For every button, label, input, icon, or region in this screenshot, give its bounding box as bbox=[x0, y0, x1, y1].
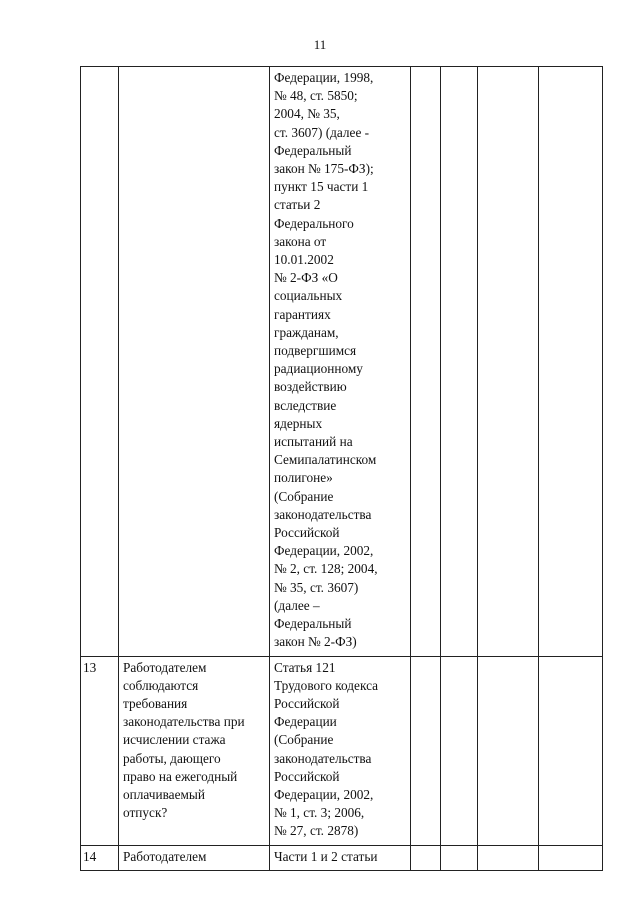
text-line: № 2, ст. 128; 2004, bbox=[274, 561, 378, 577]
empty-cell bbox=[411, 656, 441, 845]
empty-cell bbox=[441, 67, 478, 657]
legal-reference-cell bbox=[270, 845, 411, 870]
text-line: Работодателем bbox=[123, 659, 207, 675]
text-line: статьи 2 bbox=[274, 197, 321, 213]
text-line: работы, дающего bbox=[123, 750, 221, 766]
text-line: закона от bbox=[274, 233, 327, 249]
text-line: социальных bbox=[274, 288, 343, 304]
text-line: гражданам, bbox=[274, 324, 339, 340]
text-line: требования bbox=[123, 695, 188, 711]
row-number-cell bbox=[81, 67, 119, 657]
text-line: законодательства при bbox=[123, 714, 245, 730]
text-line: Части 1 и 2 статьи bbox=[274, 848, 378, 864]
row-number-cell: 13 bbox=[81, 656, 119, 845]
text-line: Федерации, 2002, bbox=[274, 786, 374, 802]
text-line: № 48, ст. 5850; bbox=[274, 88, 358, 104]
text-line: пункт 15 части 1 bbox=[274, 179, 369, 195]
legal-reference-cell bbox=[270, 67, 411, 657]
text-line: отпуск? bbox=[123, 805, 168, 821]
text-line: № 2-ФЗ «О bbox=[274, 270, 338, 286]
text-line: полигоне» bbox=[274, 470, 333, 486]
text-line: оплачиваемый bbox=[123, 786, 205, 802]
empty-cell bbox=[539, 656, 603, 845]
text-line: законодательства bbox=[274, 750, 372, 766]
empty-cell bbox=[411, 67, 441, 657]
text-line: закон № 175-ФЗ); bbox=[274, 161, 374, 177]
text-line: гарантиях bbox=[274, 306, 331, 322]
text-line: ядерных bbox=[274, 415, 323, 431]
text-line: Федерального bbox=[274, 215, 354, 231]
question-cell bbox=[119, 67, 270, 657]
text-line: № 1, ст. 3; 2006, bbox=[274, 805, 365, 821]
text-line: законодательства bbox=[274, 506, 372, 522]
text-line: Трудового кодекса bbox=[274, 677, 379, 693]
empty-cell bbox=[478, 656, 539, 845]
text-line: Федеральный bbox=[274, 616, 352, 632]
text-line: вследствие bbox=[274, 397, 337, 413]
text-line: Российской bbox=[274, 768, 340, 784]
page-number: 11 bbox=[313, 37, 327, 52]
checklist-table bbox=[80, 66, 603, 871]
text-line: Федерации, 2002, bbox=[274, 543, 374, 559]
text-line: ст. 3607) (далее - bbox=[274, 124, 370, 140]
empty-cell bbox=[478, 67, 539, 657]
text-line: Работодателем bbox=[123, 848, 207, 864]
empty-cell bbox=[478, 845, 539, 870]
table-row bbox=[81, 656, 603, 845]
text-line: Федеральный bbox=[274, 142, 352, 158]
legal-reference-cell bbox=[270, 656, 411, 845]
text-line: Российской bbox=[274, 695, 340, 711]
text-line: исчислении стажа bbox=[123, 732, 226, 748]
text-line: 2004, № 35, bbox=[274, 106, 340, 122]
text-line: право на ежегодный bbox=[123, 768, 238, 784]
text-line: Федерации bbox=[274, 714, 337, 730]
text-line: соблюдаются bbox=[123, 677, 199, 693]
text-line: Семипалатинском bbox=[274, 452, 377, 468]
text-line: радиационному bbox=[274, 361, 363, 377]
table-row bbox=[81, 845, 603, 870]
empty-cell bbox=[539, 67, 603, 657]
text-line: подвергшимся bbox=[274, 343, 357, 359]
table-row bbox=[81, 67, 603, 657]
empty-cell bbox=[539, 845, 603, 870]
text-line: 10.01.2002 bbox=[274, 252, 334, 268]
text-line: № 35, ст. 3607) bbox=[274, 579, 359, 595]
empty-cell bbox=[441, 656, 478, 845]
text-line: (Собрание bbox=[274, 732, 334, 748]
question-cell bbox=[119, 845, 270, 870]
row-number-cell: 14 bbox=[81, 845, 119, 870]
text-line: (Собрание bbox=[274, 488, 334, 504]
text-line: Российской bbox=[274, 525, 340, 541]
text-line: воздействию bbox=[274, 379, 347, 395]
question-cell bbox=[119, 656, 270, 845]
text-line: Статья 121 bbox=[274, 659, 336, 675]
text-line: (далее – bbox=[274, 597, 320, 613]
text-line: № 27, ст. 2878) bbox=[274, 823, 359, 839]
empty-cell bbox=[411, 845, 441, 870]
text-line: Федерации, 1998, bbox=[274, 70, 374, 85]
text-line: испытаний на bbox=[274, 434, 353, 450]
text-line: закон № 2-ФЗ) bbox=[274, 634, 357, 650]
empty-cell bbox=[441, 845, 478, 870]
